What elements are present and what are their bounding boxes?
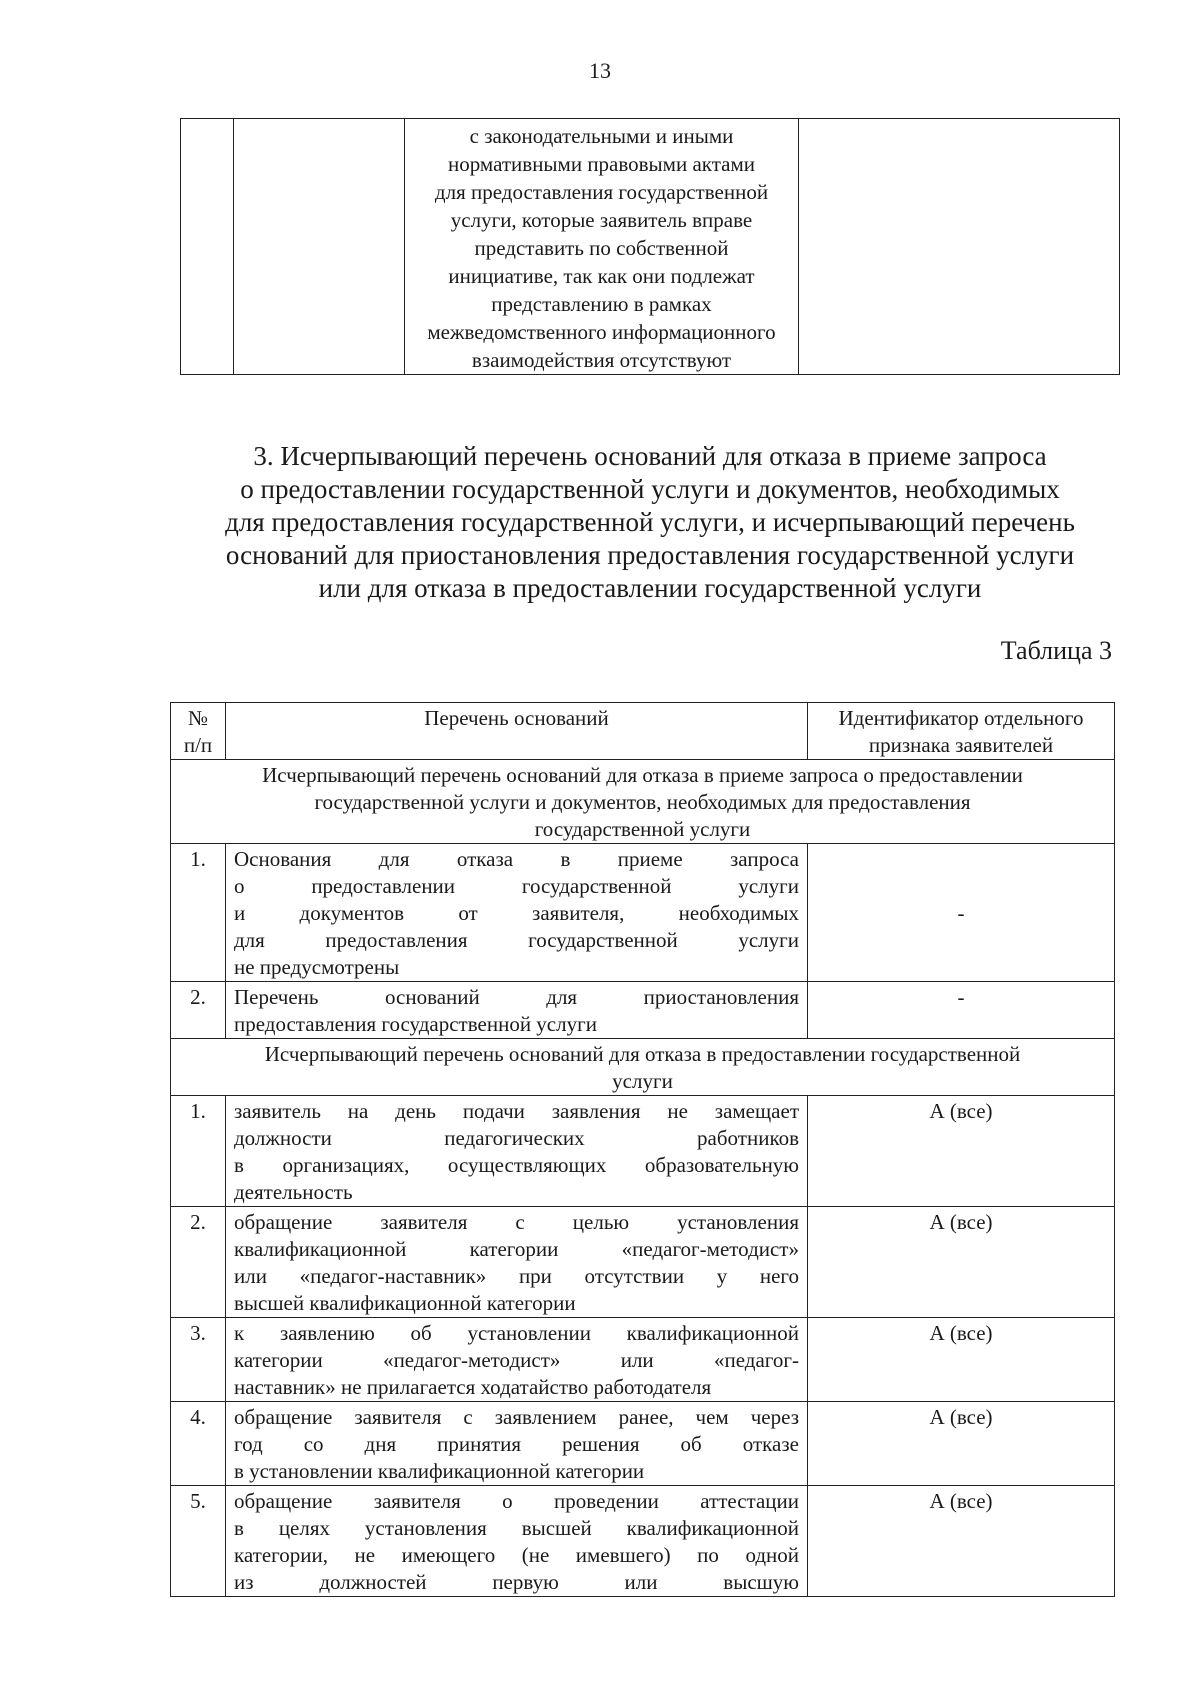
- row-num: 4.: [171, 1402, 226, 1486]
- continuation-id-cell: [799, 119, 1120, 375]
- row-text-line: год со дня принятия решения об отказе: [234, 1432, 799, 1456]
- row-num: 1.: [171, 1096, 226, 1207]
- heading-line: о предоставлении государственной услуги и документов, необходимых: [240, 474, 1060, 504]
- heading-line: для предоставления государственной услуги, и исчерпывающий перечень: [225, 507, 1075, 537]
- text-line: представлению в рамках: [491, 292, 712, 316]
- table-header-row: [171, 703, 1115, 760]
- row-text-line: категории «педагог-методист» или «педагог-: [234, 1348, 799, 1372]
- group-title-line: государственной услуги и документов, необходимых для предоставления: [314, 790, 971, 814]
- row-num: 2.: [171, 982, 226, 1039]
- text-line: инициативе, так как они подлежат: [448, 264, 755, 288]
- row-text-line: к заявлению об установлении квалификационной: [234, 1321, 799, 1345]
- row-text-line: и документов от заявителя, необходимых: [234, 901, 799, 925]
- group-title-line: Исчерпывающий перечень оснований для отказа в приеме запроса о предоставлении: [262, 763, 1023, 787]
- table-row: [171, 1096, 1115, 1207]
- header-id: [808, 703, 1115, 760]
- row-text-line: квалификационной категории «педагог-методист»: [234, 1237, 799, 1261]
- header-id-line: признака заявителей: [868, 733, 1054, 757]
- row-id: А (все): [808, 1402, 1115, 1486]
- row-text: [226, 844, 808, 982]
- row-id: А (все): [808, 1318, 1115, 1402]
- continuation-text: [405, 119, 798, 374]
- row-text-line: или «педагог-наставник» при отсутствии у него: [234, 1264, 799, 1288]
- row-text-line: из должностей первую или высшую: [234, 1570, 799, 1594]
- row-id: -: [808, 982, 1115, 1039]
- row-text-line: заявитель на день подачи заявления не замещает: [234, 1099, 799, 1123]
- table-row: [171, 844, 1115, 982]
- row-text: [226, 1402, 808, 1486]
- continuation-empty-cell: [234, 119, 405, 375]
- table-row: [171, 1318, 1115, 1402]
- text-line: нормативными правовыми актами: [448, 152, 755, 176]
- table-caption: Таблица 3: [1000, 636, 1112, 665]
- row-text-line: не предусмотрены: [234, 955, 400, 979]
- row-text: [226, 1318, 808, 1402]
- text-line: услуги, которые заявитель вправе: [450, 208, 753, 232]
- heading-line: оснований для приостановления предоставления государственной услуги: [225, 540, 1075, 570]
- row-text-line: деятельность: [234, 1180, 353, 1204]
- row-text-line: о предоставлении государственной услуги: [234, 874, 799, 898]
- row-text-line: обращение заявителя с заявлением ранее, чем через: [234, 1405, 799, 1429]
- continuation-table: [180, 118, 1120, 375]
- group-title-row: [171, 760, 1115, 844]
- row-text-line: категории, не имеющего (не имевшего) по одной: [234, 1543, 799, 1567]
- row-text-line: в организациях, осуществляющих образовательную: [234, 1153, 799, 1177]
- text-line: для предоставления государственной: [434, 180, 769, 204]
- group-title: [171, 1039, 1115, 1096]
- group-title-line: услуги: [612, 1069, 673, 1093]
- heading-line: или для отказа в предоставлении государственной услуги: [318, 573, 982, 603]
- header-num: [171, 703, 226, 760]
- table-row: [171, 1402, 1115, 1486]
- row-text-line: в установлении квалификационной категории: [234, 1459, 645, 1483]
- row-text-line: предоставления государственной услуги: [234, 1012, 597, 1036]
- continuation-row: [181, 119, 1120, 375]
- row-text-line: обращение заявителя с целью установления: [234, 1210, 799, 1234]
- row-text: [226, 1207, 808, 1318]
- row-text-line: Перечень оснований для приостановления: [234, 985, 799, 1009]
- row-text-line: в целях установления высшей квалификационной: [234, 1516, 799, 1540]
- text-line: представить по собственной: [474, 236, 729, 260]
- row-text-line: должности педагогических работников: [234, 1126, 799, 1150]
- heading-line: 3. Исчерпывающий перечень оснований для отказа в приеме запроса: [253, 441, 1047, 471]
- row-text-line: наставник» не прилагается ходатайство работодателя: [234, 1375, 712, 1399]
- row-id: -: [808, 844, 1115, 982]
- row-num: 5.: [171, 1486, 226, 1597]
- text-line: взаимодействия отсутствуют: [471, 348, 732, 372]
- text-line: межведомственного информационного: [427, 320, 776, 344]
- header-num-line: №: [187, 706, 209, 730]
- section-heading: [180, 440, 1120, 605]
- group-title-line: государственной услуги: [534, 817, 751, 841]
- row-text: [226, 982, 808, 1039]
- continuation-num-cell: [181, 119, 234, 375]
- row-text-line: для предоставления государственной услуги: [234, 928, 799, 952]
- row-num: 2.: [171, 1207, 226, 1318]
- page-number: 13: [589, 58, 611, 83]
- row-num: 3.: [171, 1318, 226, 1402]
- table-row: [171, 982, 1115, 1039]
- row-num: 1.: [171, 844, 226, 982]
- row-text: [226, 1486, 808, 1597]
- header-num-line: п/п: [183, 733, 213, 757]
- header-basis: Перечень оснований: [226, 703, 808, 760]
- row-text-line: высшей квалификационной категории: [234, 1291, 576, 1315]
- text-line: с законодательными и иными: [469, 124, 734, 148]
- group-title-row: [171, 1039, 1115, 1096]
- row-text-line: обращение заявителя о проведении аттестации: [234, 1489, 799, 1513]
- row-id: А (все): [808, 1096, 1115, 1207]
- grounds-table: [170, 702, 1115, 1597]
- table-row: [171, 1207, 1115, 1318]
- row-id: А (все): [808, 1486, 1115, 1597]
- header-id-line: Идентификатор отдельного: [838, 706, 1084, 730]
- row-text: [226, 1096, 808, 1207]
- table-row: [171, 1486, 1115, 1597]
- continuation-text-cell: [405, 119, 799, 375]
- group-title-line: Исчерпывающий перечень оснований для отказа в предоставлении государственной: [264, 1042, 1021, 1066]
- row-id: А (все): [808, 1207, 1115, 1318]
- group-title: [171, 760, 1115, 844]
- row-text-line: Основания для отказа в приеме запроса: [234, 847, 799, 871]
